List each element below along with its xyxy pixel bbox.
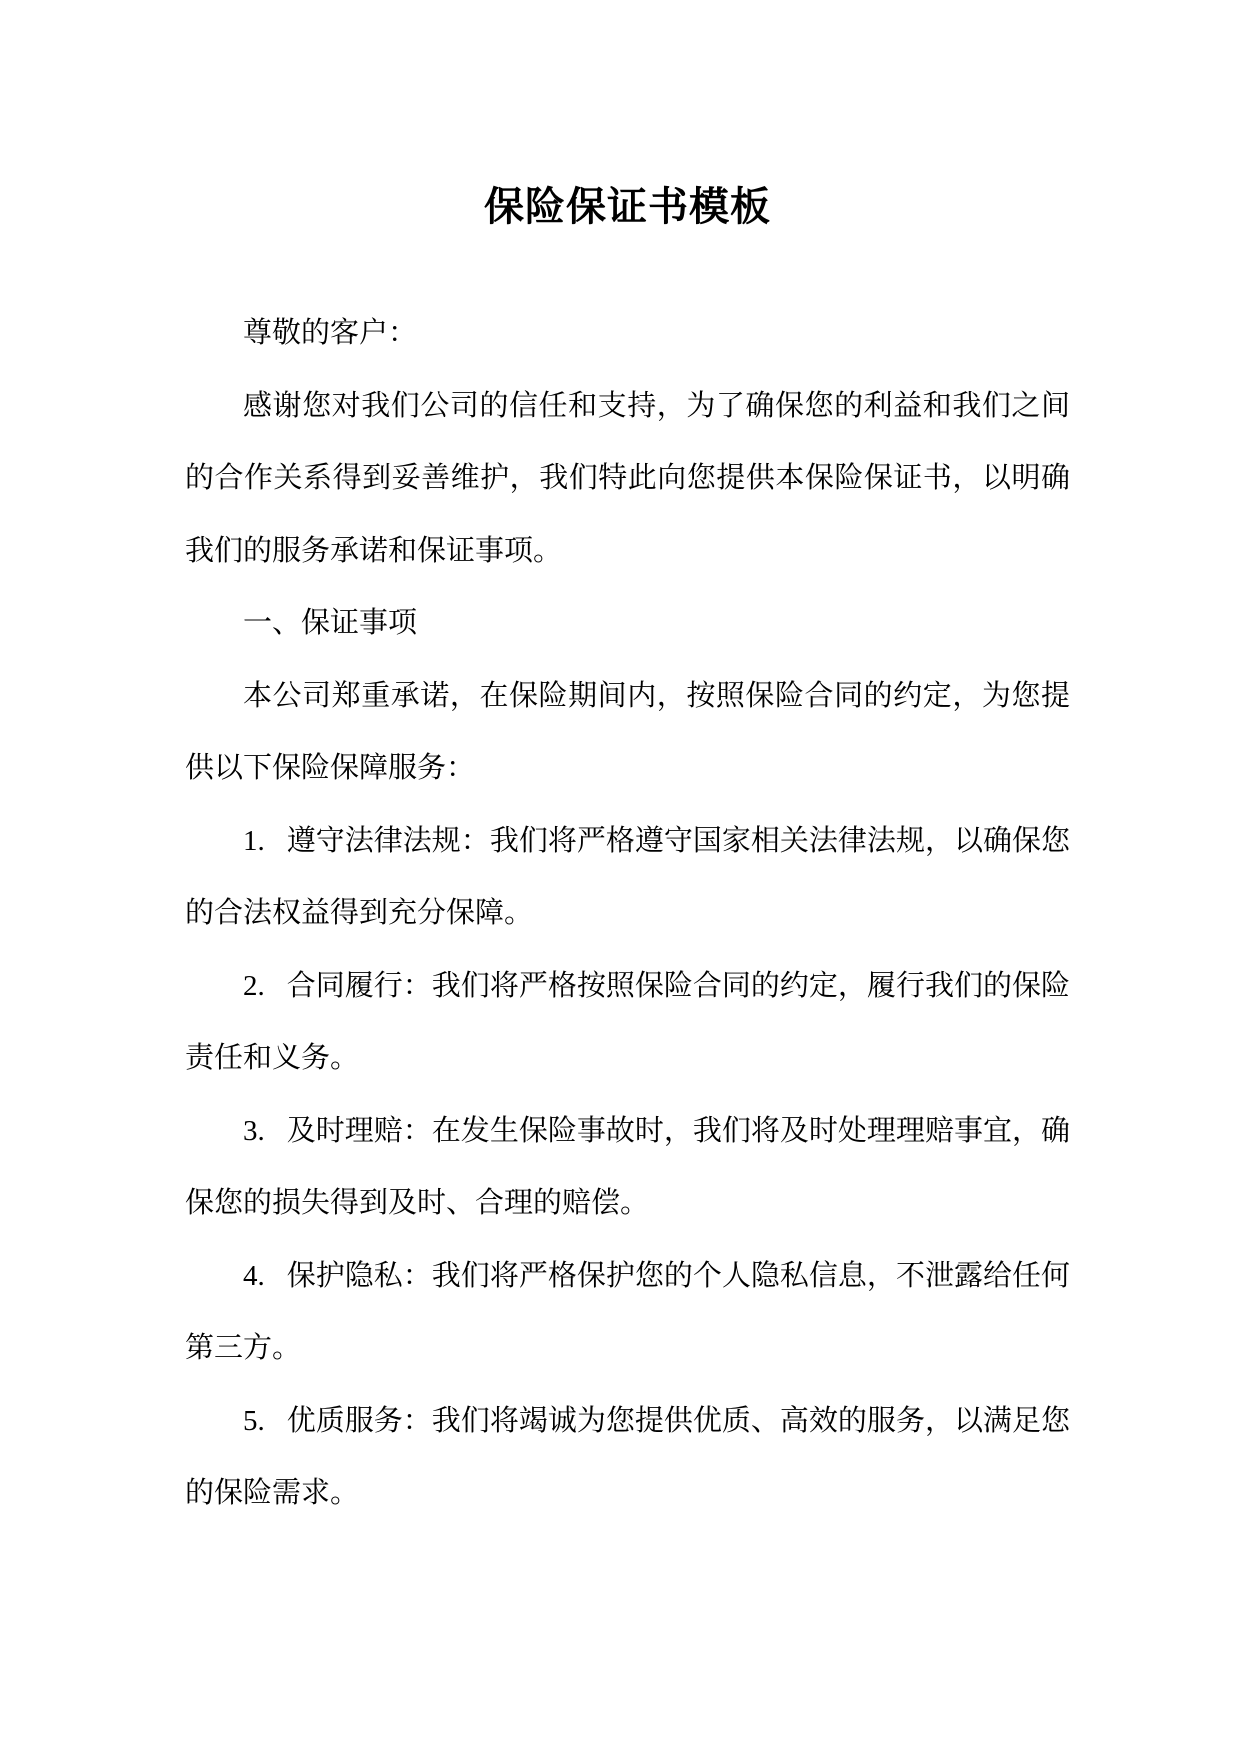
list-item xyxy=(185,1095,1070,1240)
list-marker: 1. xyxy=(243,824,265,857)
section-heading: 一、保证事项 xyxy=(243,607,418,639)
list-item-text: 优质服务：我们将竭诚为您提供优质、高效的服务，以满足您的保险需求。 xyxy=(185,1404,1070,1509)
document-title: 保险保证书模板 xyxy=(484,185,771,229)
list-item-text: 保护隐私：我们将严格保护您的个人隐私信息，不泄露给任何第三方。 xyxy=(185,1259,1070,1364)
list-marker: 2. xyxy=(243,969,265,1002)
list-item-text: 遵守法律法规：我们将严格遵守国家相关法律法规，以确保您的合法权益得到充分保障。 xyxy=(185,824,1070,929)
list-item xyxy=(185,805,1070,950)
list-item xyxy=(185,1240,1070,1385)
list-marker: 5. xyxy=(243,1404,265,1437)
list-marker: 4. xyxy=(243,1259,265,1292)
list-marker: 3. xyxy=(243,1114,265,1147)
intro-paragraph: 感谢您对我们公司的信任和支持，为了确保您的利益和我们之间的合作关系得到妥善维护，我们特此向您提供本保险保证书，以明确我们的服务承诺和保证事项。 xyxy=(185,389,1070,567)
list-item-text: 及时理赔：在发生保险事故时，我们将及时处理理赔事宜，确保您的损失得到及时、合理的赔偿。 xyxy=(185,1114,1070,1219)
list-item xyxy=(185,950,1070,1095)
section-intro-paragraph: 本公司郑重承诺，在保险期间内，按照保险合同的约定，为您提供以下保险保障服务： xyxy=(185,679,1070,784)
salutation-paragraph: 尊敬的客户： xyxy=(243,317,418,349)
list-item xyxy=(185,1385,1070,1530)
list-item-text: 合同履行：我们将严格按照保险合同的约定，履行我们的保险责任和义务。 xyxy=(185,969,1070,1074)
